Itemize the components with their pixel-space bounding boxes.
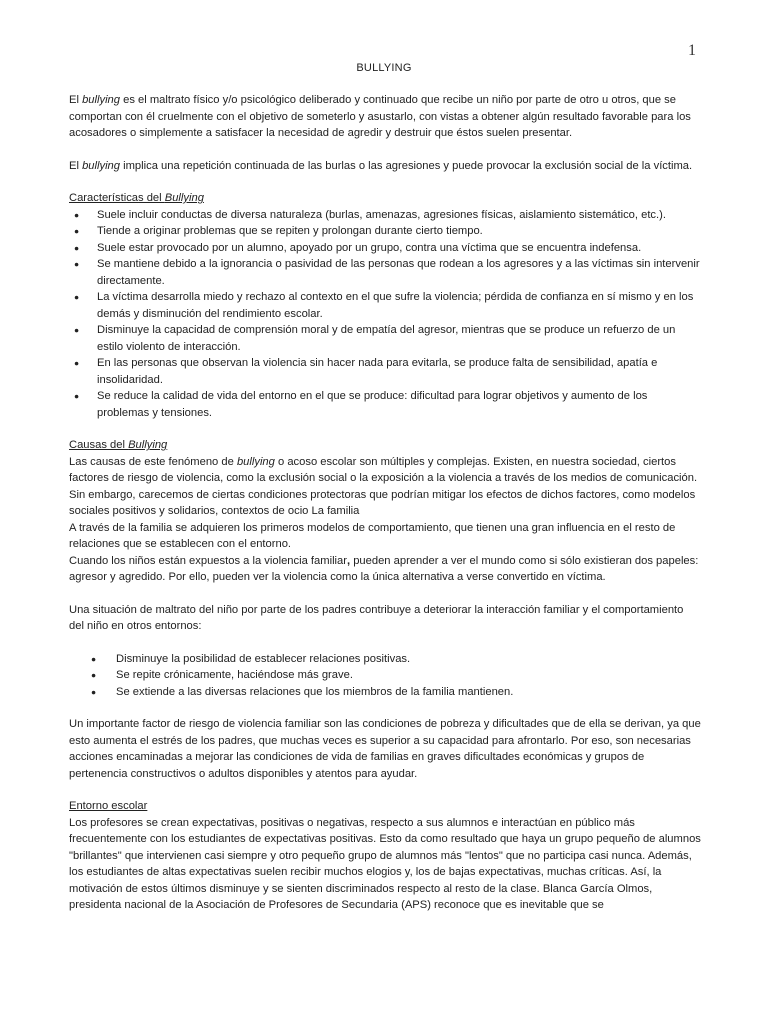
intro-paragraph-1	[69, 92, 701, 142]
list-item: ● Suele incluir conductas de diversa naturaleza (burlas, amenazas, agresiones físicas, aislamiento sistemático, etc.).	[69, 207, 701, 224]
list-item: ● Se extiende a las diversas relaciones que los miembros de la familia mantienen.	[69, 684, 701, 701]
causas-1-em: bullying	[236, 455, 275, 468]
heading-caracteristicas	[69, 190, 701, 207]
document-title: BULLYING	[356, 62, 412, 74]
causas-3-bold: ,	[346, 554, 351, 567]
causas-paragraph-5: Un importante factor de riesgo de violencia familiar son las condiciones de pobreza y dificultades que de ella se derivan, ya que esto aumenta el estrés de los padres, que muchas veces es superior a su capacidad para afrontarlo. Por eso, son necesarias acciones encaminadas a mejorar las condiciones de vida de familias en graves dificultades económicas y grupos de pertenencia constructivos o adultos disponibles y atentos para ayudar.	[69, 718, 701, 780]
heading-entorno: Entorno escolar	[69, 800, 148, 812]
intro-1-text-b: es el maltrato físico y/o psicológico deliberado y continuado que recibe un niño por parte de otro u otros, que se comportan con él cruelmente con el objetivo de someterlo y asustarlo, con vistas a obtener algún resultado favorable para los acosadores o simplemente a satisfacer la necesidad de agredir y destruir que éstos suelen presentar.	[69, 94, 691, 139]
heading-caracteristicas-em: Bullying	[164, 192, 204, 204]
list-item: ● En las personas que observan la violencia sin hacer nada para evitarla, se produce falta de sensibilidad, apatía e insolidaridad.	[69, 355, 701, 388]
list-item: ● Disminuye la posibilidad de establecer relaciones positivas.	[69, 651, 701, 668]
causas-paragraph-4: Una situación de maltrato del niño por parte de los padres contribuye a deteriorar la interacción familiar y el comportamiento del niño en otros entornos:	[69, 603, 684, 632]
causas-paragraph-2: A través de la familia se adquieren los primeros modelos de comportamiento, que tienen una gran influencia en el resto de relaciones que se establecen con el entorno.	[69, 521, 676, 550]
heading-causas-em: Bullying	[128, 439, 168, 451]
list-item: ● La víctima desarrolla miedo y rechazo al contexto en el que sufre la violencia; pérdida de confianza en sí mismo y en los demás y disminución del rendimiento escolar.	[69, 289, 701, 322]
causas-list	[69, 651, 701, 701]
list-item: ● Se mantiene debido a la ignorancia o pasividad de las personas que rodean a los agresores y a las víctimas sin intervenir directamente.	[69, 256, 701, 289]
intro-2-text-b: implica una repetición continuada de las burlas o las agresiones y puede provocar la exclusión social de la víctima.	[120, 159, 693, 172]
list-item: ● Tiende a originar problemas que se repiten y prolongan durante cierto tiempo.	[69, 223, 701, 240]
list-item: ● Se repite crónicamente, haciéndose más grave.	[69, 667, 701, 684]
list-item: ● Disminuye la capacidad de comprensión moral y de empatía del agresor, mientras que se produce un refuerzo de un estilo violento de interacción.	[69, 322, 701, 355]
heading-caracteristicas-text: Características del	[69, 192, 165, 204]
causas-paragraph-3	[69, 553, 701, 586]
causas-paragraph-1	[69, 454, 701, 520]
causas-3-text-a: Cuando los niños están expuestos a la violencia familiar	[69, 554, 347, 567]
page-number: 1	[688, 42, 696, 59]
causas-3-text-b: pueden aprender a ver el mundo como si sólo existieran dos papeles: agresor y agredido. Por ello, pueden ver la violencia como la única alternativa a verse convertido en víctima.	[69, 554, 699, 583]
intro-paragraph-2	[69, 158, 701, 175]
intro-1-text-a: El	[69, 94, 83, 106]
document-body	[69, 92, 701, 914]
list-item: ● Se reduce la calidad de vida del entorno en el que se produce: dificultad para lograr objetivos y aumento de los problemas y tensiones.	[69, 388, 701, 421]
intro-1-em: bullying	[82, 94, 121, 106]
caracteristicas-list	[69, 207, 701, 422]
heading-causas	[69, 437, 701, 454]
entorno-paragraph-1: Los profesores se crean expectativas, positivas o negativas, respecto a sus alumnos e interactúan en público más frecuentemente con los estudiantes de expectativas positivas. Esto da como resultado que haya un grupo pequeño de alumnos "brillantes" que intervienen casi siempre y otro pequeño grupo de alumnos más "lentos" que no participa casi nunca. Además, los estudiantes de altas expectativas suelen recibir muchos elogios y, los de bajas expectativas, muchas críticas. Así, la motivación de estos últimos disminuye y se sienten discriminados respecto al resto de la clase. Blanca García Olmos, presidenta nacional de la Asociación de Profesores de Secundaria (APS) reconoce que es inevitable que se	[69, 816, 701, 911]
intro-2-text-a: El	[69, 159, 83, 172]
intro-2-em: bullying	[82, 159, 121, 172]
heading-causas-text: Causas del	[69, 439, 129, 451]
causas-1-text-a: Las causas de este fenómeno de	[69, 455, 237, 468]
causas-1-text-b: o acoso escolar son múltiples y complejas. Existen, en nuestra sociedad, ciertos factores de riesgo de violencia, como la exclusión social o la exposición a la violencia a través de los medios de comunicación. Sin embargo, carecemos de ciertas condiciones protectoras que podrían mitigar los efectos de dichos factores, como modelos sociales positivos y solidarios, contextos de ocio La familia	[69, 455, 698, 517]
list-item: ● Suele estar provocado por un alumno, apoyado por un grupo, contra una víctima que se encuentra indefensa.	[69, 240, 701, 257]
